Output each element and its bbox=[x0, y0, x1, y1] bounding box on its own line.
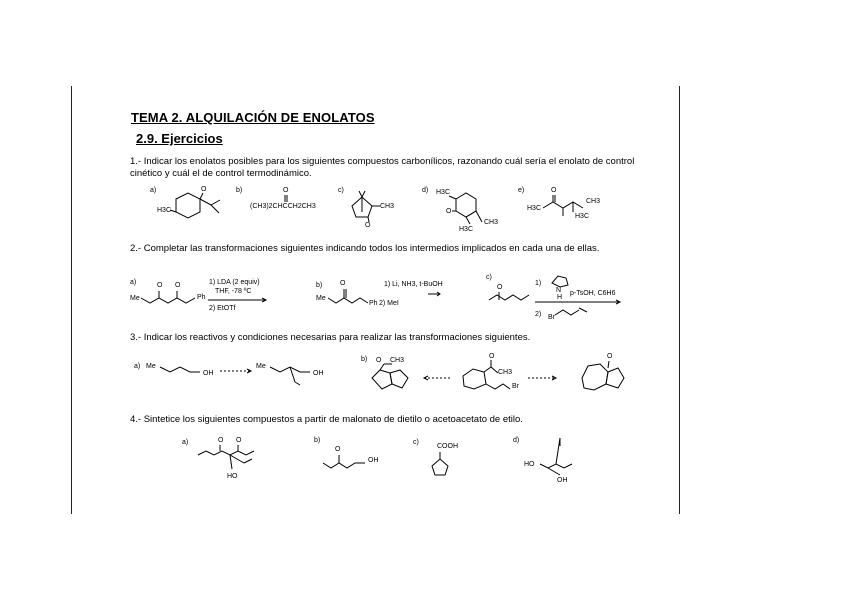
q4-c-label: c) bbox=[413, 439, 419, 446]
q1-e-label: e) bbox=[518, 187, 525, 194]
q2-b-cond2: 2) MeI bbox=[379, 300, 399, 307]
q1-a-label: a) bbox=[150, 187, 157, 194]
q2-a-cond3: 2) EtOTf bbox=[209, 305, 236, 312]
q1-d-ch3: CH3 bbox=[484, 219, 499, 226]
q3-b-label: b) bbox=[361, 356, 368, 363]
q2-b-oxygen: O bbox=[340, 280, 346, 287]
q4-c-cooh: COOH bbox=[437, 443, 458, 450]
question-1-text: 1.- Indicar los enolatos posibles para los siguientes compuestos carbonílicos, razonando cuál sería el enolato de control cinético y cuál el de control termodinámico. bbox=[130, 156, 635, 179]
q2-c-cond1: 1) bbox=[535, 280, 542, 287]
q2-c-oxygen: O bbox=[497, 284, 503, 291]
q1-e-oxygen: O bbox=[551, 187, 557, 194]
q1-a-oxygen: O bbox=[201, 186, 207, 193]
q2-a-cond1: 1) LDA (2 equiv) bbox=[209, 279, 260, 286]
section-subtitle: 2.9. Ejercicios bbox=[136, 131, 223, 146]
q2-c-h: H bbox=[557, 294, 563, 301]
q1-b-formula: (CH3)2CHCCH2CH3 bbox=[250, 203, 316, 210]
q1-a-h3c: H3C bbox=[157, 207, 172, 214]
q1-d-label: d) bbox=[422, 187, 429, 194]
q2-a-ph: Ph bbox=[197, 294, 206, 301]
q3-a-me1: Me bbox=[146, 363, 156, 370]
question-3-text: 3.- Indicar los reactivos y condiciones necesarias para realizar las transformaciones siguientes. bbox=[130, 332, 531, 343]
q1-d-oxygen: O bbox=[446, 208, 452, 215]
q2-b-me: Me bbox=[316, 295, 326, 302]
q4-b-label: b) bbox=[314, 437, 321, 444]
question-4-text: 4.- Sintetice los siguientes compuestos a partir de malonato de dietilo o acetoacetato de etilo. bbox=[130, 414, 523, 425]
q3-b-o3: O bbox=[607, 353, 613, 360]
q4-b-oxygen: O bbox=[335, 446, 341, 453]
q1-c-label: c) bbox=[338, 187, 344, 194]
q2-c-cond2: 2) bbox=[535, 311, 542, 318]
q4-a-label: a) bbox=[182, 439, 189, 446]
q4-b-oh: OH bbox=[368, 457, 379, 464]
q1-d-h3c: H3C bbox=[436, 189, 451, 196]
q2-a-o2: O bbox=[175, 282, 181, 289]
q1-d-h3c2: H3C bbox=[459, 226, 474, 233]
q3-b-ch3-2: CH3 bbox=[498, 369, 513, 376]
q2-c-n: N bbox=[556, 287, 562, 294]
q2-a-o1: O bbox=[157, 282, 163, 289]
page-title: TEMA 2. ALQUILACIÓN DE ENOLATOS bbox=[131, 110, 375, 125]
q2-a-label: a) bbox=[130, 279, 137, 286]
question-2-text: 2.- Completar las transformaciones siguientes indicando todos los intermedios implicados en cada una de ellas. bbox=[130, 243, 600, 254]
q3-b-o1: O bbox=[376, 357, 382, 364]
q1-e-h3c2: H3C bbox=[575, 213, 590, 220]
q2-a-cond2: THF, -78 ºC bbox=[215, 288, 252, 295]
q3-b-br: Br bbox=[512, 383, 519, 390]
q3-a-oh1: OH bbox=[203, 370, 214, 377]
q2-b-label: b) bbox=[316, 282, 323, 289]
q1-e-h3c: H3C bbox=[527, 205, 542, 212]
q4-d-label: d) bbox=[513, 437, 520, 444]
q4-a-o2: O bbox=[236, 437, 242, 444]
q4-a-ho: HO bbox=[227, 473, 238, 480]
q2-c-br: Br bbox=[548, 314, 555, 321]
q1-c-ch3: CH3 bbox=[380, 203, 395, 210]
q3-b-ch3-1: CH3 bbox=[390, 357, 405, 364]
q3-a-me2: Me bbox=[256, 363, 266, 370]
q4-a-o1: O bbox=[218, 437, 224, 444]
q2-b-cond1: 1) Li, NH3, t-BuOH bbox=[384, 281, 443, 288]
q3-b-o2: O bbox=[489, 353, 495, 360]
q2-c-label: c) bbox=[486, 274, 492, 281]
q2-a-me: Me bbox=[130, 295, 140, 302]
q3-a-label: a) bbox=[134, 363, 141, 370]
q3-a-oh2: OH bbox=[313, 370, 324, 377]
q1-c-oxygen: O bbox=[365, 222, 371, 229]
q4-d-ho: HO bbox=[524, 461, 535, 468]
q1-b-label: b) bbox=[236, 187, 243, 194]
q2-c-cond1b: p-TsOH, C6H6 bbox=[570, 290, 616, 297]
q4-d-oh: OH bbox=[557, 477, 568, 484]
q1-e-ch3: CH3 bbox=[586, 198, 601, 205]
q2-b-ph: Ph bbox=[369, 300, 378, 307]
q1-b-oxygen: O bbox=[283, 187, 289, 194]
